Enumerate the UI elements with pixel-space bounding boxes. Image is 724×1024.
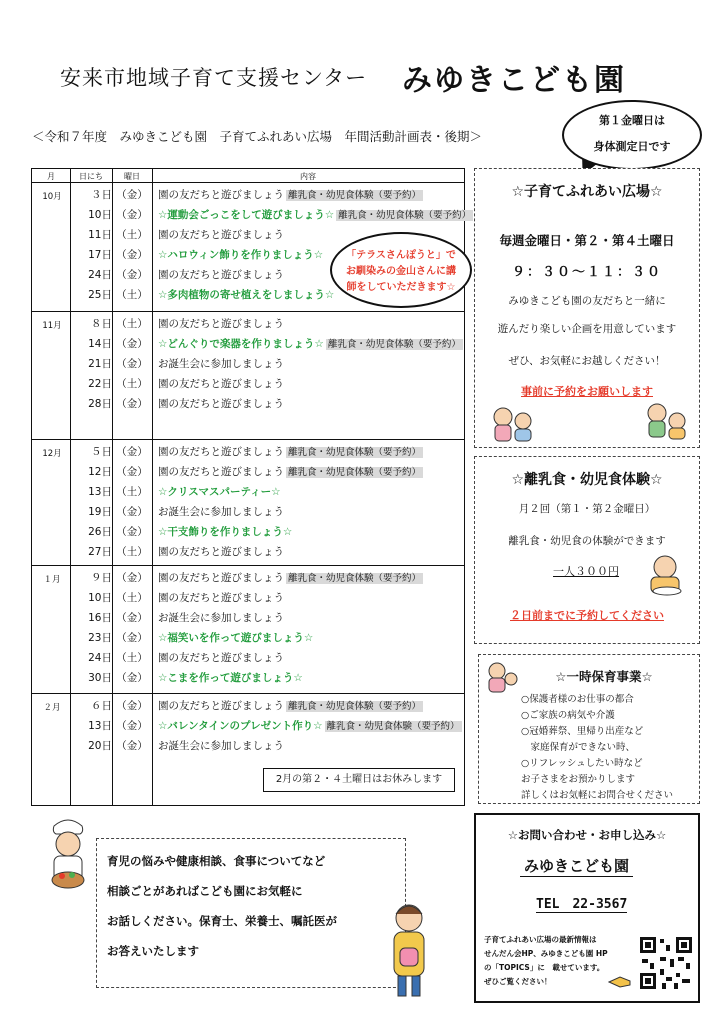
row-event-text: 園の友だちと遊びましょう <box>158 229 284 241</box>
child-eating-illustration <box>643 553 691 597</box>
row-event <box>158 375 284 394</box>
kids-illustration <box>641 401 693 441</box>
row-event-text: 園の友だちと遊びましょう <box>158 572 284 584</box>
temporary-care-box <box>478 654 700 804</box>
table-row <box>32 669 464 688</box>
row-weekday: （金） <box>116 672 148 684</box>
col-header-month: 月 <box>47 172 55 181</box>
row-event-text: 園の友だちと遊びましょう <box>158 378 284 390</box>
table-row <box>32 335 464 354</box>
row-event-text: 園の友だちと遊びましょう <box>158 546 284 558</box>
row-weekday: （土） <box>116 592 148 604</box>
weaning-food-tag: 離乳食・幼児食体験（要予約） <box>338 210 472 221</box>
row-weekday: （金） <box>116 209 148 221</box>
row-weekday: （土） <box>116 652 148 664</box>
row-weekday: （金） <box>116 632 148 644</box>
col-header-content: 内容 <box>300 172 316 181</box>
table-row <box>32 483 464 502</box>
row-weekday: （土） <box>116 289 148 301</box>
row-event <box>158 589 284 608</box>
month-divider <box>32 439 464 440</box>
temp-care-item: ○冠婚葬祭、里帰り出産など <box>521 726 644 737</box>
cook-woman-illustration <box>40 816 96 896</box>
weaning-food-tag: 離乳食・幼児食体験（要予約） <box>326 721 460 732</box>
row-event-text: 園の友だちと遊びましょう <box>158 398 284 410</box>
row-event-text: ☆運動会ごっこをして遊びましょう☆ <box>158 209 335 221</box>
row-event-text: 園の友だちと遊びましょう <box>158 466 284 478</box>
month-label: １月 <box>43 575 61 585</box>
food-title: ☆離乳食・幼児食体験☆ <box>511 472 663 488</box>
row-event <box>158 717 462 736</box>
oval-line3: 師をしていただきます☆ <box>346 282 456 293</box>
row-event <box>158 226 284 245</box>
food-deadline: ２日前までに予約してください <box>510 609 664 622</box>
row-weekday: （金） <box>116 358 148 370</box>
oval-line2: お馴染みの金山さんに講 <box>346 266 456 277</box>
row-date: 21日 <box>88 358 112 370</box>
row-event <box>158 443 423 462</box>
month-divider <box>32 565 464 566</box>
month-label: 12月 <box>42 449 62 459</box>
row-date: 27日 <box>88 546 112 558</box>
row-date: 22日 <box>88 378 112 390</box>
row-event-text: 園の友だちと遊びましょう <box>158 700 284 712</box>
row-event-text: ☆福笑いを作って遊びましょう☆ <box>158 632 314 644</box>
row-event-text: お誕生会に参加しましょう <box>158 358 284 370</box>
pointing-hand-icon <box>608 975 632 989</box>
row-weekday: （土） <box>116 546 148 558</box>
row-date: 17日 <box>88 249 112 261</box>
row-date: 13日 <box>88 720 112 732</box>
contact-tel[interactable]: TEL 22-3567 <box>536 893 627 913</box>
row-event <box>158 609 284 628</box>
bubble-line2: 身体測定日です <box>593 140 671 153</box>
row-event <box>158 355 284 374</box>
row-event-text: 園の友だちと遊びましょう <box>158 652 284 664</box>
contact-info <box>484 933 608 989</box>
row-event <box>158 186 423 205</box>
row-weekday: （金） <box>116 700 148 712</box>
row-event-text: 園の友だちと遊びましょう <box>158 269 284 281</box>
row-weekday: （金） <box>116 189 148 201</box>
row-weekday: （金） <box>116 526 148 538</box>
table-row <box>32 523 464 542</box>
temp-care-item: 詳しくはお気軽にお問合せください <box>521 790 674 801</box>
table-row <box>32 697 464 716</box>
table-row <box>32 463 464 482</box>
row-event-text: 園の友だちと遊びましょう <box>158 318 284 330</box>
row-event-text: お誕生会に参加しましょう <box>158 612 284 624</box>
temp-care-item: ○ご家族の病気や介護 <box>521 710 615 721</box>
row-event-text: ☆ハロウィン飾りを作りましょう☆ <box>158 249 324 261</box>
facility-name: みゆきこども園 <box>402 63 626 98</box>
row-event <box>158 569 423 588</box>
header-divider <box>32 182 464 183</box>
temp-care-title: ☆一時保育事業☆ <box>555 669 653 684</box>
row-date: 12日 <box>88 466 112 478</box>
row-date: ６日 <box>91 700 112 712</box>
row-event <box>158 463 423 482</box>
month-divider <box>32 311 464 312</box>
row-event <box>158 246 323 265</box>
row-weekday: （金） <box>116 269 148 281</box>
consultation-box <box>96 838 406 988</box>
row-event <box>158 286 334 305</box>
row-date: 16日 <box>88 612 112 624</box>
center-name: 安来市地域子育て支援センター <box>60 66 368 90</box>
row-event <box>158 543 284 562</box>
consult-line3: お話しください。保育士、栄養士、嘱託医が <box>107 914 337 928</box>
table-row <box>32 186 464 205</box>
table-row <box>32 589 464 608</box>
table-row <box>32 206 472 225</box>
contact-info-line2: せんだん会HP、みゆきこども園 HP <box>484 949 608 958</box>
row-event-text: 園の友だちと遊びましょう <box>158 446 284 458</box>
food-frequency: 月２回（第１・第２金曜日） <box>518 503 656 515</box>
row-weekday: （金） <box>116 249 148 261</box>
weaning-food-tag: 離乳食・幼児食体験（要予約） <box>288 573 422 584</box>
consult-line2: 相談ごとがあればこども園にお気軽に <box>107 884 303 898</box>
contact-info-line1: 子育てふれあい広場の最新情報は <box>484 935 597 944</box>
fureai-line1: みゆきこども園の友だちと一緒に <box>508 295 666 307</box>
fureai-line2: 遊んだり楽しい企画を用意しています <box>497 323 677 335</box>
row-weekday: （金） <box>116 740 148 752</box>
row-weekday: （金） <box>116 612 148 624</box>
row-date: 14日 <box>88 338 112 350</box>
row-date: 24日 <box>88 269 112 281</box>
row-date: 13日 <box>88 486 112 498</box>
month-label: 11月 <box>42 321 62 331</box>
row-date: 30日 <box>88 672 112 684</box>
table-row <box>32 503 464 522</box>
table-row <box>32 737 464 756</box>
table-row <box>32 609 464 628</box>
baby-food-box <box>474 456 700 644</box>
row-date: ９日 <box>91 572 112 584</box>
row-date: 26日 <box>88 526 112 538</box>
contact-info-line4: ぜひご覧ください！ <box>484 977 552 986</box>
row-event <box>158 697 423 716</box>
table-row <box>32 717 464 736</box>
row-event-text: 園の友だちと遊びましょう <box>158 189 284 201</box>
food-description: 離乳食・幼児食の体験ができます <box>508 535 666 547</box>
row-event <box>158 483 281 502</box>
bubble-line1: 第１金曜日は <box>599 114 665 127</box>
consult-line4: お答えいたします <box>107 944 199 958</box>
fureai-line3: ぜひ、お気軽にお越しください！ <box>508 355 666 367</box>
temp-care-item: お子さまをお預かりします <box>521 774 636 785</box>
row-weekday: （土） <box>116 378 148 390</box>
row-event-text: ☆バレンタインのプレゼント作り☆ <box>158 720 323 732</box>
row-event <box>158 206 473 225</box>
children-playing-illustration <box>489 405 539 445</box>
row-weekday: （金） <box>116 398 148 410</box>
row-weekday: （金） <box>116 466 148 478</box>
row-event-text: お誕生会に参加しましょう <box>158 740 284 752</box>
row-date: 23日 <box>88 632 112 644</box>
row-event <box>158 395 284 414</box>
fureai-time: ９：３０～１１：３０ <box>511 265 662 280</box>
fureai-schedule: 毎週金曜日・第２・第４土曜日 <box>499 233 675 248</box>
row-event-text: ☆どんぐりで楽器を作りましょう☆ <box>158 338 324 350</box>
contact-name: みゆきこども園 <box>520 855 633 877</box>
weaning-food-tag: 離乳食・幼児食体験（要予約） <box>288 447 422 458</box>
table-row <box>32 443 464 462</box>
row-event-text: ☆多肉植物の寄せ植えをしましょう☆ <box>158 289 335 301</box>
temp-care-item: ○リフレッシュしたい時など <box>521 758 643 769</box>
row-date: 10日 <box>88 209 112 221</box>
row-weekday: （金） <box>116 506 148 518</box>
row-date: 28日 <box>88 398 112 410</box>
table-row <box>32 395 464 414</box>
fureai-plaza-box <box>474 168 700 448</box>
row-event <box>158 503 284 522</box>
temp-care-item: ○保護者様のお仕事の都合 <box>521 694 634 705</box>
weaning-food-tag: 離乳食・幼児食体験（要予約） <box>288 190 422 201</box>
row-weekday: （土） <box>116 229 148 241</box>
month-label: 10月 <box>42 192 62 202</box>
row-date: ３日 <box>91 189 112 201</box>
row-date: ５日 <box>91 446 112 458</box>
row-event-text: ☆クリスマスパーティー☆ <box>158 486 281 498</box>
weaning-food-tag: 離乳食・幼児食体験（要予約） <box>327 339 461 350</box>
table-row <box>32 375 464 394</box>
row-date: 19日 <box>88 506 112 518</box>
row-date: 20日 <box>88 740 112 752</box>
row-weekday: （金） <box>116 446 148 458</box>
table-row <box>32 629 464 648</box>
row-date: ８日 <box>91 318 112 330</box>
row-event-text: お誕生会に参加しましょう <box>158 506 284 518</box>
row-date: 24日 <box>88 652 112 664</box>
qr-code-icon[interactable] <box>638 935 694 991</box>
month-divider <box>32 693 464 694</box>
lecturer-note-oval <box>330 232 472 308</box>
row-weekday: （金） <box>116 338 148 350</box>
contact-info-line3: の「TOPICS」に 載せています。 <box>484 963 605 972</box>
food-price: 一人３００円 <box>553 565 619 578</box>
fureai-reservation: 事前に予約をお願いします <box>521 385 653 398</box>
row-event <box>158 737 284 756</box>
measurement-bubble <box>562 100 702 170</box>
row-event-text: 園の友だちと遊びましょう <box>158 592 284 604</box>
table-row <box>32 315 464 334</box>
row-weekday: （土） <box>116 486 148 498</box>
weaning-food-tag: 離乳食・幼児食体験（要予約） <box>288 467 422 478</box>
february-holiday-note: 2月の第２・４土曜日はお休みします <box>263 768 455 792</box>
contact-title: ☆お問い合わせ・お申し込み☆ <box>507 828 667 842</box>
row-event <box>158 335 463 354</box>
row-event-text: ☆干支飾りを作りましょう☆ <box>158 526 293 538</box>
row-event <box>158 523 292 542</box>
consult-line1: 育児の悩みや健康相談、食事についてなど <box>107 854 326 868</box>
row-weekday: （金） <box>116 720 148 732</box>
row-event <box>158 315 284 334</box>
row-event-text: ☆こまを作って遊びましょう☆ <box>158 672 303 684</box>
row-event <box>158 629 313 648</box>
row-event <box>158 669 303 688</box>
month-label: ２月 <box>43 703 61 713</box>
row-event <box>158 266 284 285</box>
table-row <box>32 543 464 562</box>
table-row <box>32 355 464 374</box>
table-row <box>32 649 464 668</box>
row-date: 11日 <box>88 229 112 241</box>
oval-line1: 「テラスさんぽうと」で <box>346 250 456 261</box>
row-event <box>158 649 284 668</box>
col-header-date: 日にち <box>79 172 103 181</box>
weaning-food-tag: 離乳食・幼児食体験（要予約） <box>288 701 422 712</box>
row-weekday: （土） <box>116 318 148 330</box>
temp-care-item: 家庭保育ができない時、 <box>521 742 636 753</box>
fureai-title: ☆子育てふれあい広場☆ <box>511 184 663 200</box>
page-subtitle: ＜令和７年度 みゆきこども園 子育てふれあい広場 年間活動計画表・後期＞ <box>32 129 483 144</box>
contact-box <box>474 813 700 1003</box>
row-date: 25日 <box>88 289 112 301</box>
mother-baby-illustration <box>384 902 434 1000</box>
col-header-weekday: 曜日 <box>124 172 140 181</box>
row-date: 10日 <box>88 592 112 604</box>
table-row <box>32 569 464 588</box>
row-weekday: （金） <box>116 572 148 584</box>
